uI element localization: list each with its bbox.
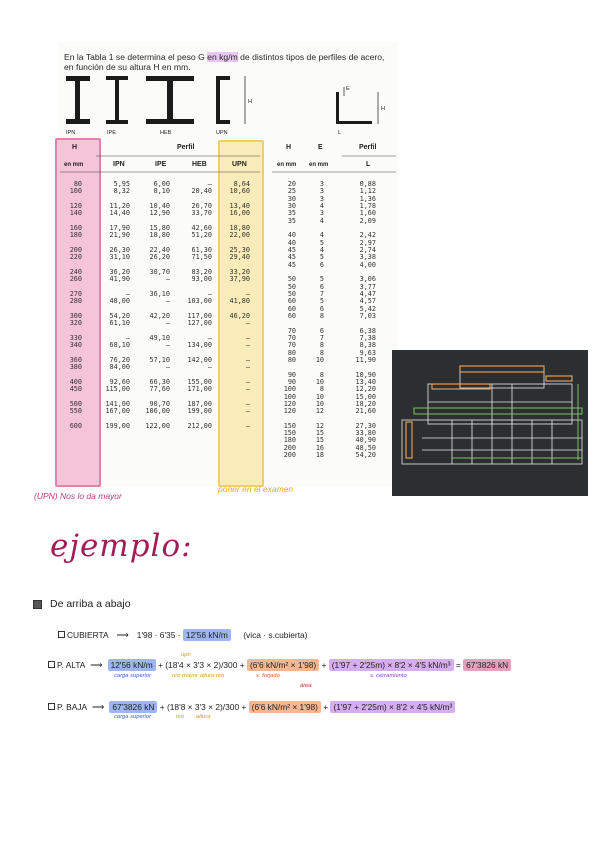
calc-palta: P. ALTA ⟶ 12'56 kN/m + (18'4 × 3'3 × 2)/300 + (6'6 kN/m² × 1'98) + (1'97 + 2'25m) × 8'2 × 4'5 kN/m³ = 67'3826 kN xyxy=(48,660,511,670)
t1-header-rules xyxy=(60,154,260,174)
palta-sub5: área xyxy=(300,683,312,689)
label-h2: H xyxy=(381,106,385,112)
label-upn: UPN xyxy=(216,130,228,136)
label-heb: HEB xyxy=(160,130,172,136)
pink-note: (UPN) Nos lo da mayor xyxy=(34,491,122,501)
t2-header-rules xyxy=(272,154,396,174)
t1-heb-values: — 20,40 26,70 33,70 42,60 51,20 61,30 71,50 83,20 93,00 — 103,00 117,00 127,00 — 134,00 142,00 — 155,00 171,00 187,00 199,00 212,00 xyxy=(187,180,212,430)
checkbox-icon[interactable] xyxy=(33,600,42,609)
palta-sub4: s. cerramiento xyxy=(370,673,407,679)
l-shape xyxy=(336,92,339,124)
t1-ipe-values: 6,00 8,10 10,40 12,90 15,80 18,80 22,40 26,20 30,70 — 36,10 — 42,20 — 49,10 — 57,10 — 66,30 77,60 90,70 106,00 122,00 xyxy=(145,180,170,430)
palta-c3: (6'6 kN/m² × 1'98) xyxy=(247,659,319,671)
palta-c1: 12'56 kN/m xyxy=(108,659,156,671)
label-h: H xyxy=(248,99,252,105)
pbaja-c1: 67'3826 kN xyxy=(109,701,157,713)
palta-c4: (1'97 + 2'25m) × 8'2 × 4'5 kN/m³ xyxy=(329,659,454,671)
t1-col-ipn: IPN xyxy=(113,161,125,168)
arrow-icon: ⟶ xyxy=(90,660,103,670)
pbaja-c2: (18'8 × 3'3 × 2)/300 xyxy=(166,702,240,712)
t1-header-h: H xyxy=(72,144,78,151)
cubierta-expr: 1'98 · 6'35 · xyxy=(136,630,181,640)
intro-highlight: en kg/m xyxy=(207,52,238,62)
floor-plan-photo xyxy=(392,350,588,496)
ejemplo-title: ejemplo: xyxy=(50,528,193,564)
t1-ipn-values: 5,95 8,32 11,20 14,40 17,90 21,90 26,30 31,10 36,20 41,90 — 48,00 54,20 61,10 — 68,10 76,20 84,00 92,60 115,00 141,00 167,00 199,00 xyxy=(105,180,130,430)
intro-text xyxy=(64,52,394,72)
yellow-note: poner en el examen xyxy=(218,484,294,494)
box-icon xyxy=(48,661,55,668)
pbaja-sub3: altura xyxy=(196,714,211,720)
t1-col-ipe: IPE xyxy=(155,161,167,168)
t1-h-values: 80 100 120 140 160 180 200 220 240 260 270 280 300 320 330 340 360 380 400 450 500 550 600 xyxy=(69,180,82,430)
pbaja-c4: (1'97 + 2'25m) × 8'2 × 4'5 kN/m³ xyxy=(330,701,455,713)
t1-units: en mm xyxy=(64,162,84,168)
t2-header-e: E xyxy=(318,144,323,151)
floor-plan-drawing xyxy=(392,350,588,496)
pbaja-sub2: nro xyxy=(176,714,185,720)
profile-shapes xyxy=(60,70,400,140)
bullet-text: De arriba a abajo xyxy=(50,598,131,610)
t1-header-perfil: Perfil xyxy=(177,144,195,151)
box-icon xyxy=(58,631,65,638)
palta-sup: upn xyxy=(181,652,191,658)
palta-c2: (18'4 × 3'3 × 2)/300 xyxy=(165,660,238,670)
t2-units-h: en mm xyxy=(277,162,297,168)
palta-result: 67'3826 kN xyxy=(463,659,511,671)
palta-sub1: carga superior xyxy=(114,673,152,679)
t2-h-values: 20 25 30 30 35 35 40 40 45 45 45 50 50 50 60 60 60 70 70 70 80 80 90 90 100 100 120 120 150 150 180 200 200 xyxy=(283,180,296,460)
box-icon xyxy=(48,703,55,710)
calc-pbaja: P. BAJA ⟶ 67'3826 kN + (18'8 × 3'3 × 2)/300 + (6'6 kN/m² × 1'98) + (1'97 + 2'25m) × 8'2 × 4'5 kN/m³ xyxy=(48,702,455,712)
label-e: E xyxy=(346,86,350,92)
cubierta-note: (vica · s.cubierta) xyxy=(243,630,308,640)
label-ipe: IPE xyxy=(107,130,116,136)
t1-upn-values: 8,64 10,60 13,40 16,00 18,80 22,00 25,30 29,40 33,20 37,90 — 41,80 46,20 — — — — — — — — — — xyxy=(229,180,250,430)
calc-cubierta xyxy=(58,630,307,640)
cubierta-label: CUBIERTA xyxy=(67,630,109,640)
t2-header-h: H xyxy=(286,144,292,151)
t2-e-values: 3 3 3 4 3 4 4 5 4 5 6 5 6 7 5 6 8 6 7 8 8 10 8 10 8 10 10 12 12 15 15 16 18 xyxy=(315,180,324,460)
t2-units-e: en mm xyxy=(309,162,329,168)
label-l: L xyxy=(338,130,342,136)
t2-col-l: L xyxy=(366,161,371,168)
label-ipn: IPN xyxy=(66,130,76,136)
t1-col-heb: HEB xyxy=(192,161,207,168)
palta-sub3: s. forjado xyxy=(256,673,280,679)
intro-after: de distintos tipos de perfiles de acero, en función de su altura H en mm. xyxy=(64,52,385,72)
palta-sub2: nro mayor altura nro xyxy=(172,673,225,679)
intro-before: En la Tabla 1 se determina el peso G xyxy=(64,52,205,62)
bullet-de-arriba xyxy=(33,598,131,610)
palta-label: P. ALTA xyxy=(57,660,85,670)
arrow-icon: ⟶ xyxy=(116,630,129,640)
pbaja-sub1: carga superior xyxy=(114,714,152,720)
t1-col-upn: UPN xyxy=(232,161,247,168)
pbaja-label: P. BAJA xyxy=(57,702,87,712)
t2-l-values: 0,88 1,12 1,36 1,78 1,60 2,09 2,42 2,97 2,74 3,38 4,00 3,06 3,77 4,47 4,57 5,42 7,03 6,38 7,38 8,38 9,63 11,90 10,90 13,40 12,20 15,00 18,20 21,60 27,30 33,80 40,90 48,50 54,20 xyxy=(355,180,376,460)
pbaja-c3: (6'6 kN/m² × 1'98) xyxy=(249,701,321,713)
cubierta-result: 12'56 kN/m xyxy=(183,629,231,641)
arrow-icon: ⟶ xyxy=(91,702,104,712)
t2-header-perfil: Perfil xyxy=(359,144,377,151)
